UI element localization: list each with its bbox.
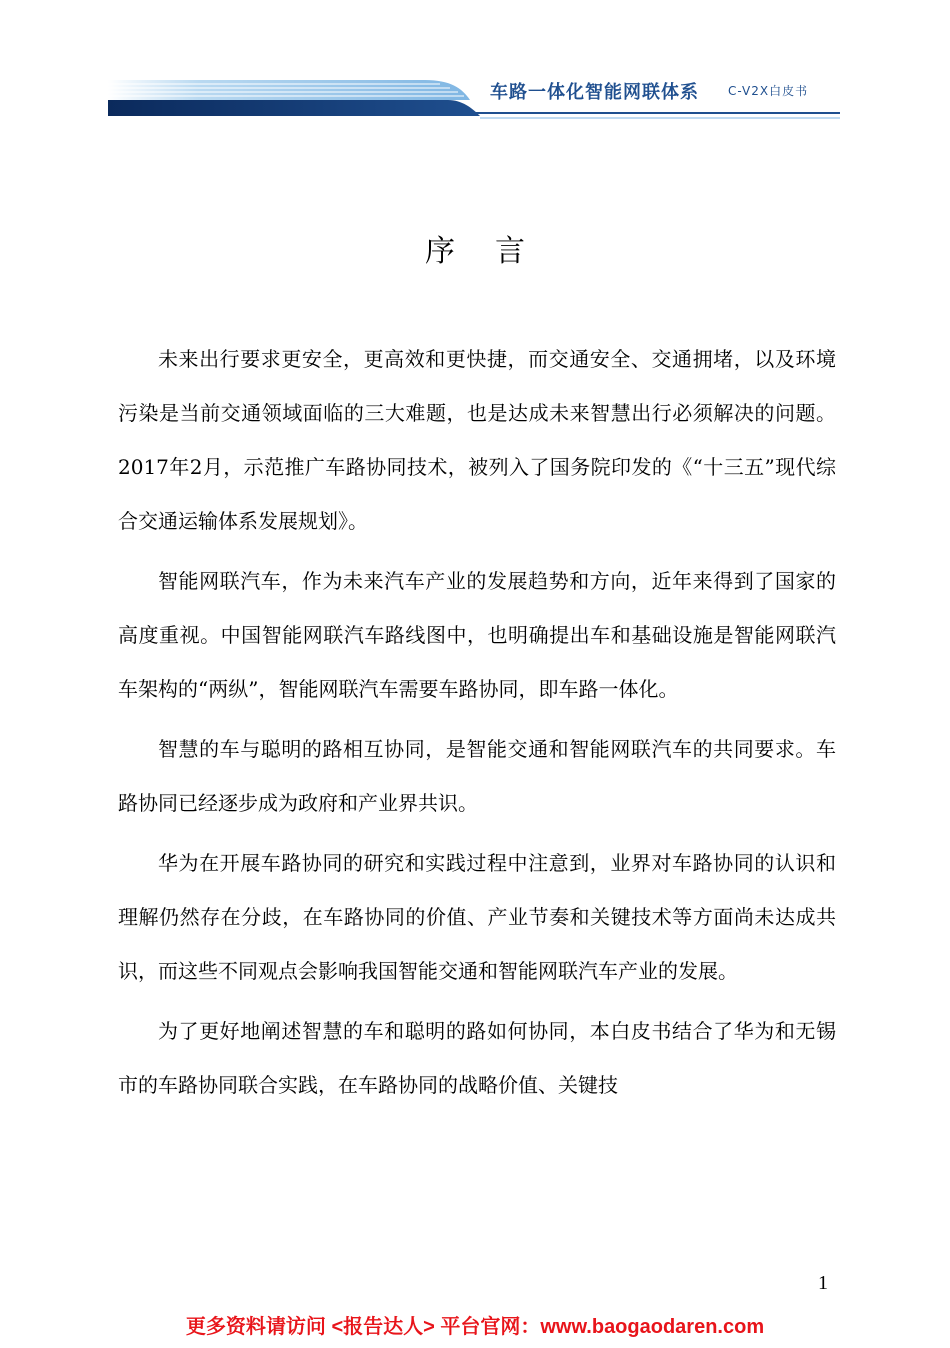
header-banner	[0, 0, 950, 130]
paragraph: 为了更好地阐述智慧的车和聪明的路如何协同，本白皮书结合了华为和无锡市的车路协同联合实践，在车路协同的战略价值、关键技	[118, 1019, 836, 1097]
page-number: 1	[818, 1272, 828, 1294]
header-subtitle: C-V2X白皮书	[728, 84, 809, 98]
paragraph: 华为在开展车路协同的研究和实践过程中注意到，业界对车路协同的认识和理解仍然存在分歧，在车路协同的价值、产业节奏和关键技术等方面尚未达成共识，而这些不同观点会影响我国智能交通和智能网联汽车产业的发展。	[118, 851, 836, 983]
paragraph: 智能网联汽车，作为未来汽车产业的发展趋势和方向，近年来得到了国家的高度重视。中国智能网联汽车路线图中，也明确提出车和基础设施是智能网联汽车架构的“两纵”，智能网联汽车需要车路协同，即车路一体化。	[118, 569, 836, 701]
header-title: 车路一体化智能网联体系	[490, 82, 699, 103]
dark-blue-swoosh	[108, 100, 480, 116]
paragraph: 未来出行要求更安全，更高效和更快捷，而交通安全、交通拥堵，以及环境污染是当前交通领域面临的三大难题，也是达成未来智慧出行必须解决的问题。2017年2月，示范推广车路协同技术，被列入了国务院印发的《“十三五”现代综合交通运输体系发展规划》。	[118, 347, 836, 533]
page-title: 序言	[425, 234, 565, 269]
body-text	[118, 332, 836, 1118]
footer-promo-link[interactable]: 更多资料请访问 <报告达人> 平台官网：www.baogaodaren.com	[185, 1316, 765, 1338]
light-blue-band	[108, 80, 470, 100]
paragraph: 智慧的车与聪明的路相互协同，是智能交通和智能网联汽车的共同要求。车路协同已经逐步成为政府和产业界共识。	[118, 737, 836, 815]
header-swoosh-graphic	[0, 0, 950, 130]
